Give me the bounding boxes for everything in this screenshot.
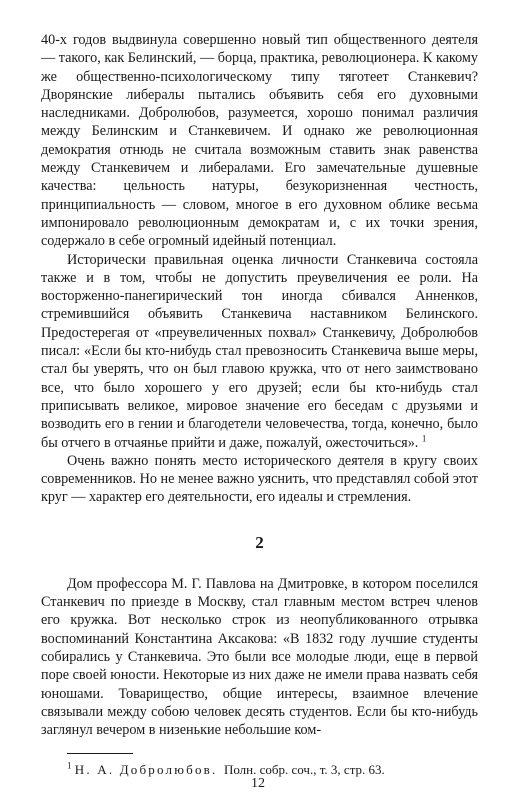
footnote-marker: 1 (67, 761, 72, 772)
footnote-reference[interactable]: 1 (421, 432, 427, 443)
paragraph-1: 40-х годов выдвинула совершенно новый тип общественного деятеля — такого, как Белинский, — борца, практика, революционера. К какому же общественно-психологическому типу тяготеет Станкевич? Дворянские либералы пытались объявить себя его духовными наследниками. Добролюбов, разумеется, хорошо понимал различия между Белинским и Станкевичем. И однако же революционная демократия отнюдь не считала возможным ставить знак равенства между Станкевичем и либералами. Его замечательные душевные качества: цельность натуры, безукоризненная честность, принципиальность — словом, многое в его духовном облике весьма импонировало революционным демократам и, с их точки зрения, содержало в себе огромный идейный потенциал. (41, 32, 478, 250)
footnote-author: Н. А. Добролюбов. (74, 762, 218, 778)
page-number: 12 (251, 776, 265, 791)
paragraph-2 (41, 251, 478, 452)
paragraph-2-text: Исторически правильная оценка личности Станкевича состояла также и в том, чтобы не допустить преувеличения ее роли. На восторженно-панегирический тон иногда сбивался Анненков, стремившийся объявить Станкевича наставником Белинского. Предостерегая от «преувеличенных похвал» Станкевичу, Добролюбов писал: «Если бы кто-нибудь стал превозносить Станкевича выше меры, стал бы уверять, что он был главою кружка, что от него заимствовано все, что было хорошего у его друзей; если бы кто-нибудь стал приписывать великое, мировое значение его беседам с друзьями и возводить его в гении и благодетели человечества, тогда, конечно, было бы отчего в отчаянье прийти и даже, пожалуй, ожесточиться». (41, 251, 478, 451)
paragraph-3: Очень важно понять место исторического деятеля в кругу своих современников. Но не менее важно уяснить, что представлял собой этот круг — характер его деятельности, его идеалы и стремления. (41, 452, 478, 506)
page-body (41, 31, 478, 778)
footnote-source: Полн. собр. соч., т. 3, стр. 63. (223, 762, 385, 778)
section-number: 2 (255, 532, 264, 552)
footnote-divider (67, 753, 133, 754)
paragraph-4: Дом профессора М. Г. Павлова на Дмитровке, в котором поселился Станкевич по приезде в Москву, стал главным местом встреч членов его кружка. Вот несколько строк из неопубликованного отрывка воспоминаний Константина Аксакова: «В 1832 году лучшие студенты собирались у Станкевича. Это были все молодые люди, еще в первой поре своей юности. Некоторые из них даже не имели права назвать себя юношами. Товарищество, общие интересы, взаимное влечение связывали между собою человек десять студентов. Если бы кто-нибудь заглянул вечером в низенькие небольшие ком- (41, 575, 478, 739)
